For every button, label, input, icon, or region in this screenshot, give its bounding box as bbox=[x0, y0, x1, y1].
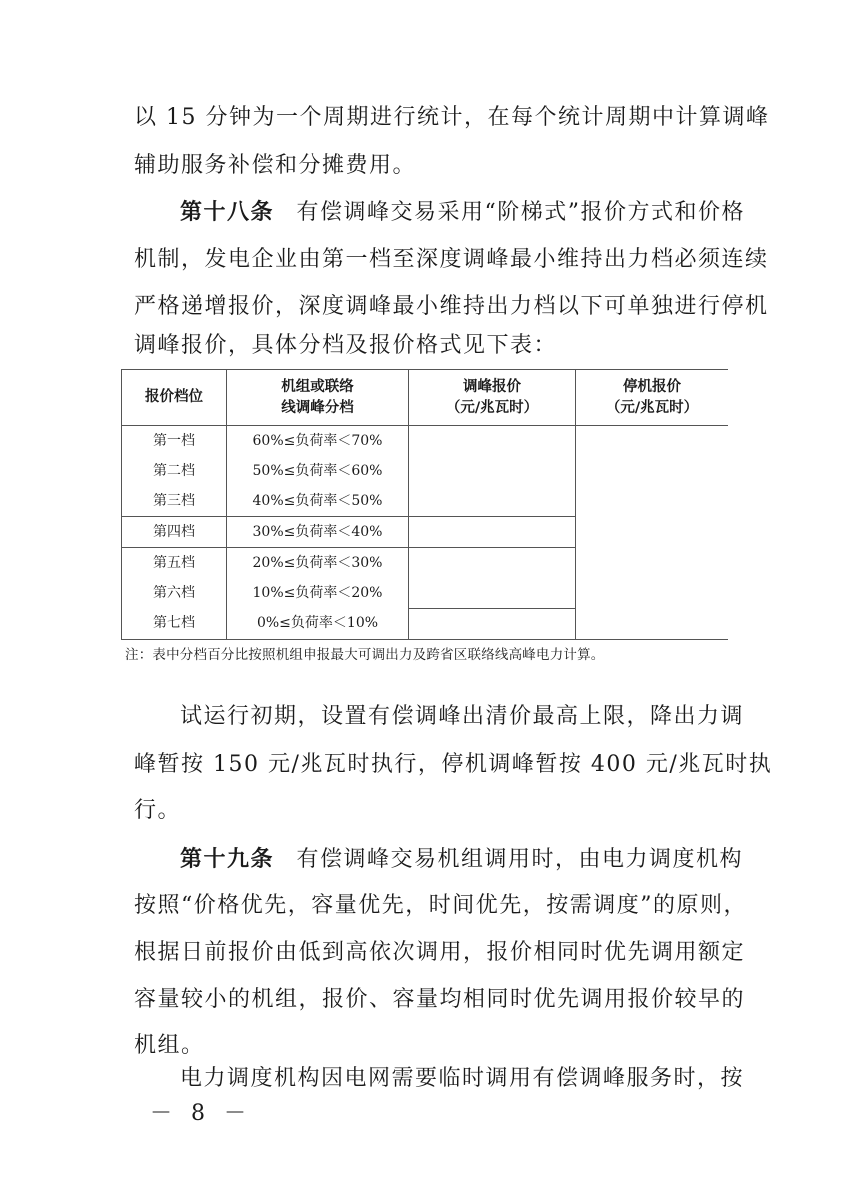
paragraph-line: 行。 bbox=[134, 798, 182, 823]
price-tier-table bbox=[121, 369, 728, 643]
header-range-line1: 机组或联络 bbox=[281, 378, 354, 395]
article-18-text: 有偿调峰交易采用“阶梯式”报价方式和价格 bbox=[296, 200, 746, 225]
paragraph-line: 按照“价格优先，容量优先，时间优先，按需调度”的原则， bbox=[134, 893, 747, 918]
paragraph-line: 机组。 bbox=[134, 1033, 205, 1058]
header-shutdown-price-line2: （元/兆瓦时） bbox=[605, 399, 699, 416]
paragraph-line: 严格递增报价，深度调峰最小维持出力档以下可单独进行停机 bbox=[134, 294, 769, 319]
article-18-first-line bbox=[180, 197, 746, 228]
tier-cell: 第四档 bbox=[122, 517, 227, 548]
header-peak-price-line2: （元/兆瓦时） bbox=[445, 399, 539, 416]
paragraph-line: 辅助服务补偿和分摊费用。 bbox=[134, 153, 417, 178]
header-peak-price-line1: 调峰报价 bbox=[463, 378, 521, 395]
header-peak-price bbox=[409, 370, 576, 426]
paragraph-line: 根据日前报价由低到高依次调用，报价相同时优先调用额定 bbox=[134, 940, 746, 965]
tier-cell: 第三档 bbox=[122, 486, 227, 517]
paragraph-line: 试运行初期，设置有偿调峰出清价最高上限，降出力调 bbox=[180, 704, 745, 729]
tier-cell: 第五档 bbox=[122, 548, 227, 579]
paragraph-line: 调峰报价，具体分档及报价格式见下表： bbox=[134, 333, 558, 358]
peak-price-cell bbox=[409, 426, 576, 517]
range-cell: 40%≤负荷率＜50% bbox=[227, 486, 409, 517]
article-19-first-line bbox=[180, 844, 744, 875]
table-header-row bbox=[122, 370, 729, 426]
range-cell: 0%≤负荷率＜10% bbox=[227, 608, 409, 639]
paragraph-line: 机制，发电企业由第一档至深度调峰最小维持出力档必须连续 bbox=[134, 247, 769, 272]
header-range bbox=[227, 370, 409, 426]
range-cell: 20%≤负荷率＜30% bbox=[227, 548, 409, 579]
paragraph-line: 电力调度机构因电网需要临时调用有偿调峰服务时，按 bbox=[180, 1066, 745, 1091]
header-range-line2: 线调峰分档 bbox=[281, 399, 354, 416]
paragraph-line: 峰暂按 150 元/兆瓦时执行，停机调峰暂按 400 元/兆瓦时执 bbox=[134, 752, 773, 777]
article-19-label: 第十九条 bbox=[180, 846, 275, 872]
range-cell: 60%≤负荷率＜70% bbox=[227, 426, 409, 457]
table-row bbox=[122, 426, 729, 457]
tier-cell: 第六档 bbox=[122, 578, 227, 608]
peak-price-cell bbox=[409, 548, 576, 609]
peak-price-cell bbox=[409, 608, 576, 639]
range-cell: 30%≤负荷率＜40% bbox=[227, 517, 409, 548]
paragraph-line: 以 15 分钟为一个周期进行统计，在每个统计周期中计算调峰 bbox=[134, 105, 770, 130]
shutdown-price-cell bbox=[576, 426, 729, 640]
header-tier: 报价档位 bbox=[122, 370, 227, 426]
header-shutdown-price bbox=[576, 370, 729, 426]
table-note: 注：表中分档百分比按照机组申报最大可调出力及跨省区联络线高峰电力计算。 bbox=[125, 647, 605, 663]
article-19-text: 有偿调峰交易机组调用时，由电力调度机构 bbox=[296, 847, 744, 872]
range-cell: 50%≤负荷率＜60% bbox=[227, 456, 409, 486]
header-shutdown-price-line1: 停机报价 bbox=[623, 378, 681, 395]
range-cell: 10%≤负荷率＜20% bbox=[227, 578, 409, 608]
tier-cell: 第一档 bbox=[122, 426, 227, 457]
page-number: － 8 － bbox=[150, 1101, 252, 1126]
article-18-label: 第十八条 bbox=[180, 199, 275, 225]
peak-price-cell bbox=[409, 517, 576, 548]
paragraph-line: 容量较小的机组，报价、容量均相同时优先调用报价较早的 bbox=[134, 987, 746, 1012]
tier-cell: 第七档 bbox=[122, 608, 227, 639]
tier-cell: 第二档 bbox=[122, 456, 227, 486]
